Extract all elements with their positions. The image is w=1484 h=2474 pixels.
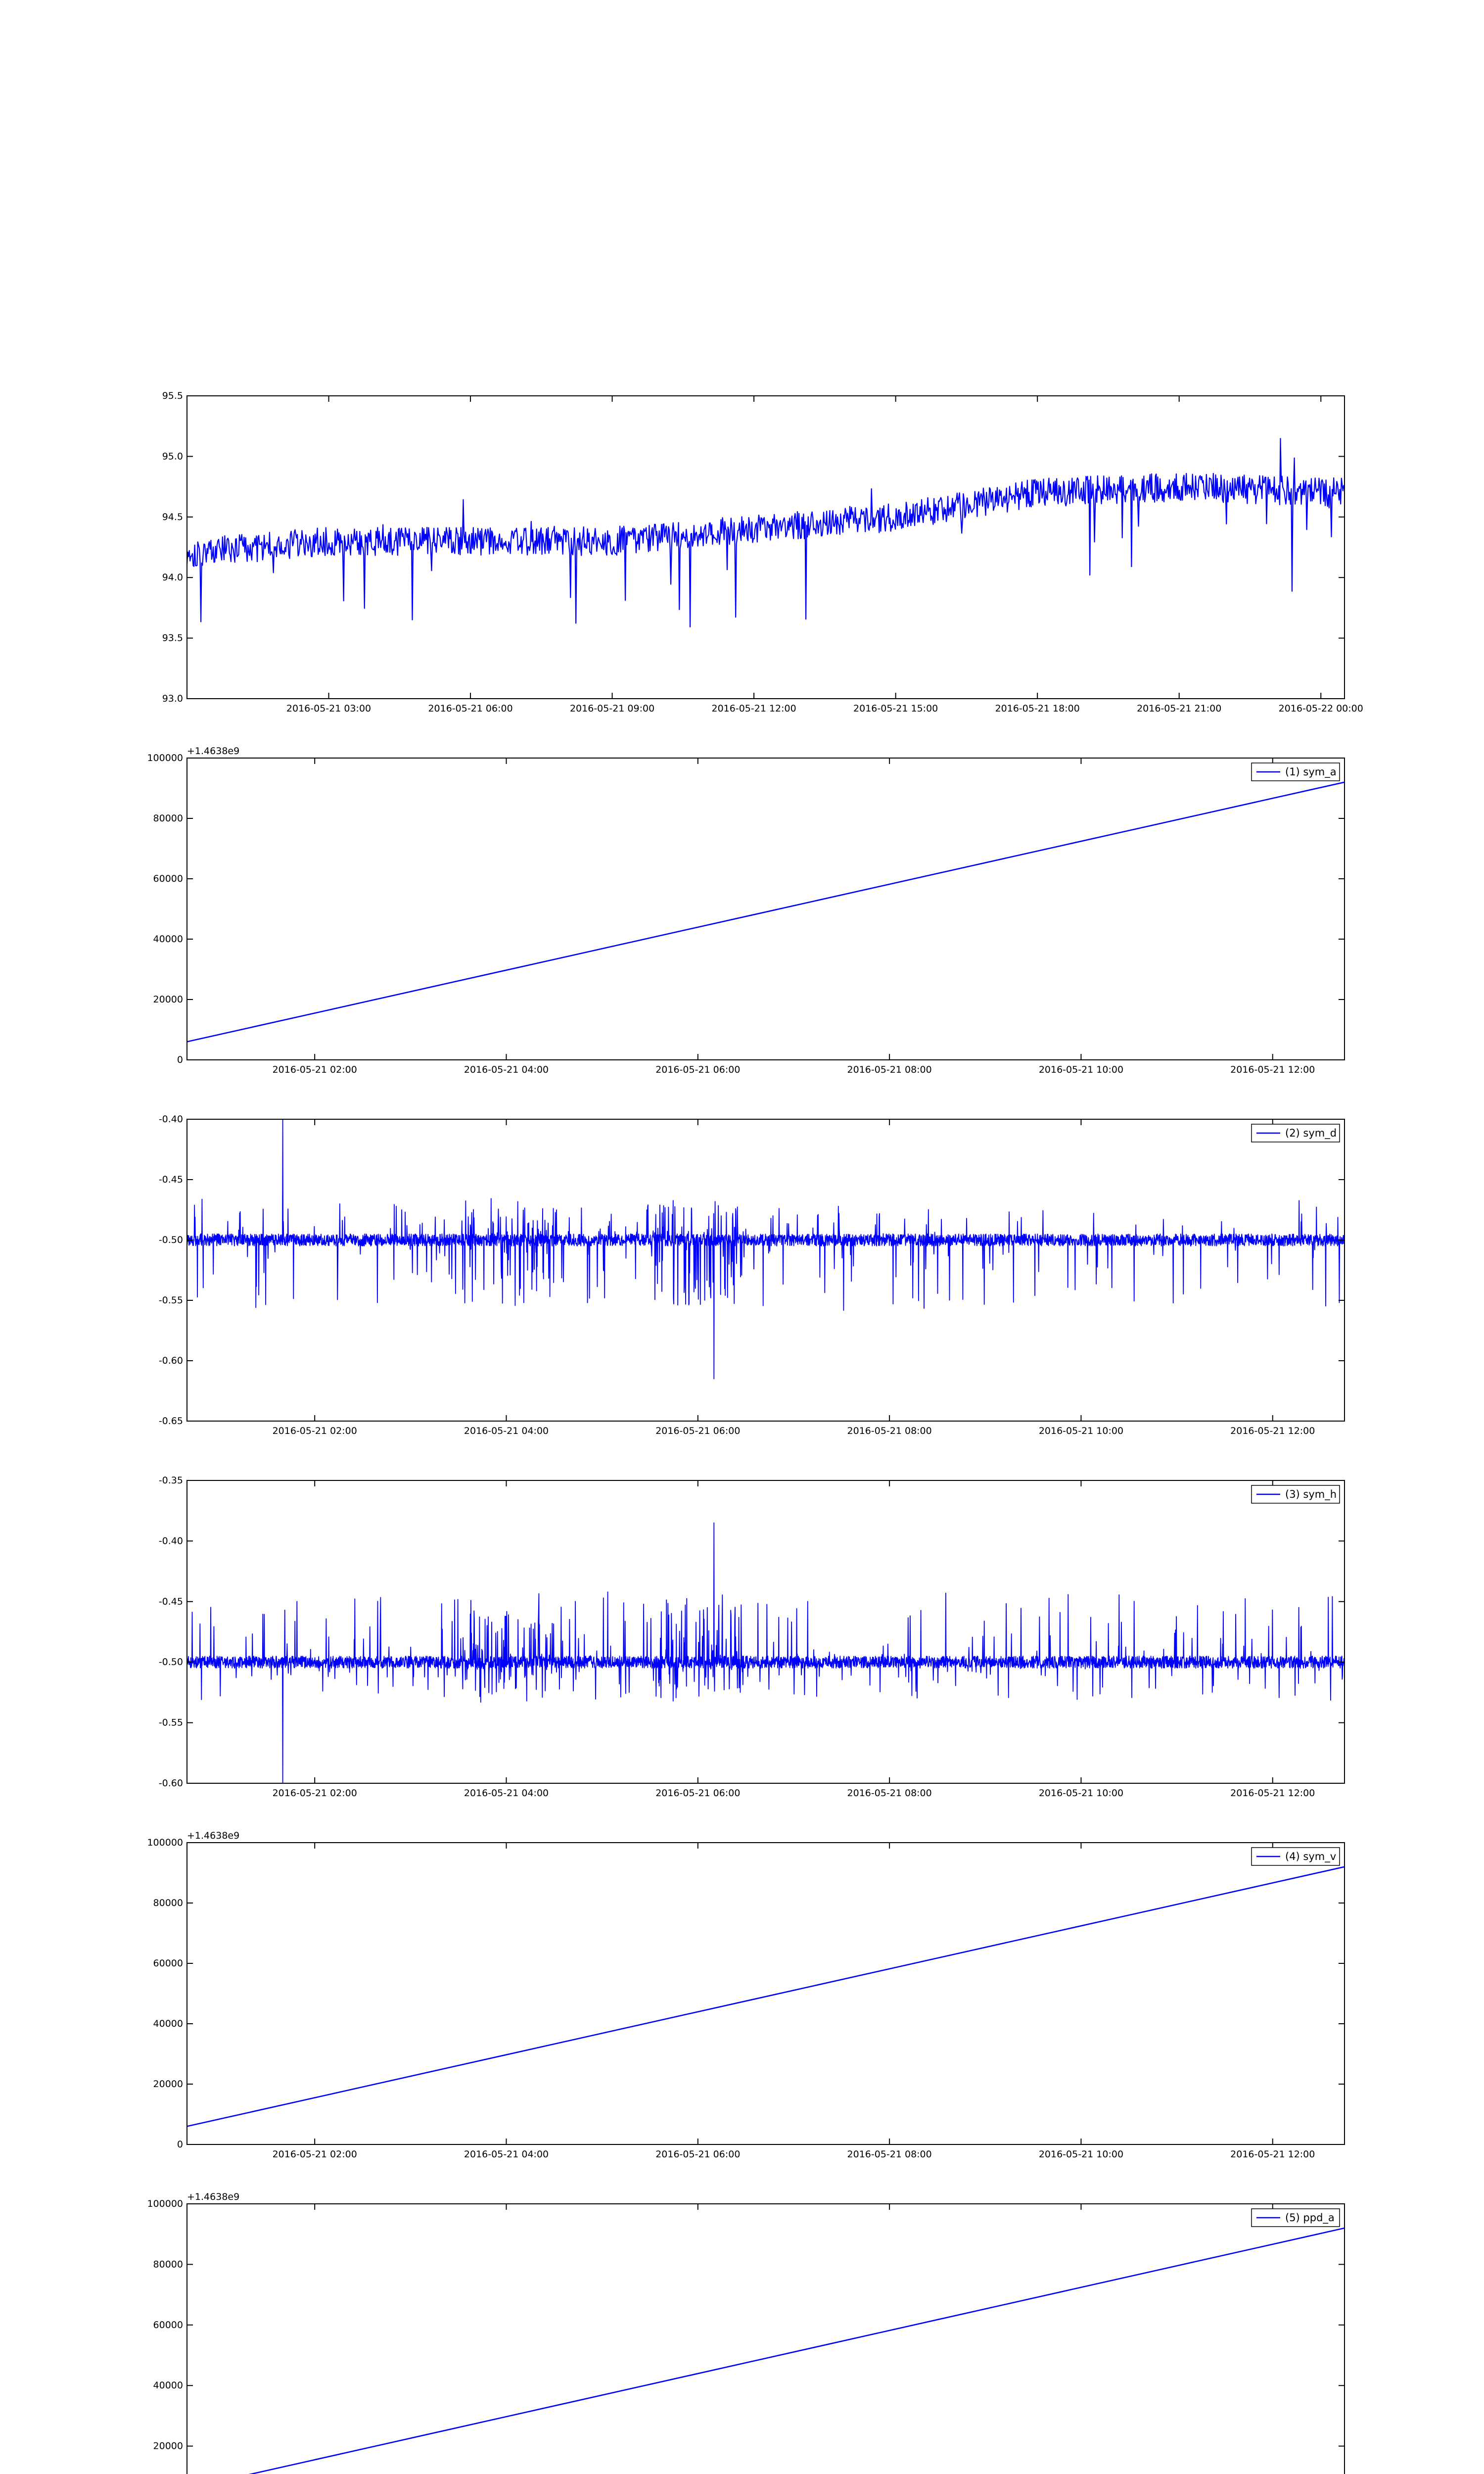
y-tick-label: -0.45 [158,1174,183,1185]
y-tick-label: 80000 [153,813,183,824]
y-tick-label: 80000 [153,1898,183,1908]
x-tick-label: 2016-05-21 06:00 [428,703,513,714]
y-tick-label: -0.50 [158,1657,183,1668]
x-tick-label: 2016-05-22 00:00 [1278,703,1363,714]
x-tick-label: 2016-05-21 02:00 [272,2149,357,2160]
chart-panel-6 [147,2191,1345,2474]
y-tick-label: 40000 [153,2380,183,2391]
x-tick-label: 2016-05-21 08:00 [847,2149,932,2160]
series-line [187,1523,1345,1783]
y-tick-label: -0.40 [158,1114,183,1125]
legend [1252,2209,1340,2227]
y-tick-label: -0.50 [158,1235,183,1245]
x-tick-label: 2016-05-21 10:00 [1038,1064,1124,1075]
x-tick-label: 2016-05-21 12:00 [711,703,796,714]
y-tick-label: 40000 [153,2018,183,2029]
x-tick-label: 2016-05-21 06:00 [655,1426,741,1436]
y-offset-label: +1.4638e9 [187,1830,240,1841]
series-line [187,2228,1345,2474]
y-tick-label: -0.40 [158,1535,183,1547]
x-tick-label: 2016-05-21 03:00 [286,703,371,714]
x-tick-label: 2016-05-21 04:00 [464,2149,549,2160]
legend-label: (2) sym_d [1285,1127,1337,1139]
x-tick-label: 2016-05-21 02:00 [272,1788,357,1799]
x-tick-label: 2016-05-21 06:00 [655,2149,741,2160]
x-tick-label: 2016-05-21 06:00 [655,1064,741,1075]
y-tick-label: -0.55 [158,1717,183,1728]
y-tick-label: -0.60 [158,1355,183,1366]
x-tick-label: 2016-05-21 10:00 [1038,1788,1124,1799]
legend-label: (5) ppd_a [1285,2212,1335,2224]
y-tick-label: 20000 [153,2440,183,2452]
legend-label: (4) sym_v [1285,1851,1337,1862]
y-tick-label: 0 [177,1054,183,1065]
legend [1252,763,1340,781]
x-tick-label: 2016-05-21 08:00 [847,1064,932,1075]
y-tick-label: 93.5 [162,632,183,644]
y-tick-label: 40000 [153,934,183,945]
series-line [187,438,1345,627]
x-tick-label: 2016-05-21 09:00 [569,703,655,714]
legend-label: (1) sym_a [1285,766,1337,778]
y-tick-label: 60000 [153,873,183,884]
y-offset-label: +1.4638e9 [187,746,240,757]
x-tick-label: 2016-05-21 12:00 [1230,1788,1315,1799]
series-line [187,1867,1345,2127]
y-tick-label: 20000 [153,2079,183,2090]
y-tick-label: 94.5 [162,511,183,523]
axes-frame [187,1843,1345,2144]
y-tick-label: 100000 [147,2198,183,2209]
y-tick-label: 100000 [147,753,183,763]
y-tick-label: 100000 [147,1837,183,1848]
y-tick-label: -0.60 [158,1778,183,1789]
y-tick-label: 20000 [153,994,183,1005]
axes-frame [187,2204,1345,2474]
x-tick-label: 2016-05-21 04:00 [464,1064,549,1075]
chart-panel-3 [159,1114,1345,1436]
x-tick-label: 2016-05-21 10:00 [1038,1426,1124,1436]
y-tick-label: -0.35 [158,1475,183,1486]
legend-label: (3) sym_h [1285,1488,1337,1500]
chart-panel-5 [147,1830,1345,2160]
x-tick-label: 2016-05-21 12:00 [1230,2149,1315,2160]
x-tick-label: 2016-05-21 06:00 [655,1788,741,1799]
y-tick-label: 94.0 [162,572,183,583]
x-tick-label: 2016-05-21 04:00 [464,1426,549,1436]
y-tick-label: 80000 [153,2259,183,2270]
y-tick-label: 93.0 [162,693,183,704]
x-tick-label: 2016-05-21 12:00 [1230,1064,1315,1075]
chart-panel-2 [147,746,1345,1075]
series-line [187,1119,1345,1379]
axes-frame [187,1480,1345,1783]
x-tick-label: 2016-05-21 04:00 [464,1788,549,1799]
x-tick-label: 2016-05-21 02:00 [272,1426,357,1436]
legend [1252,1485,1340,1503]
x-tick-label: 2016-05-21 18:00 [995,703,1080,714]
y-tick-label: 60000 [153,2319,183,2331]
legend [1252,1124,1340,1142]
chart-panel-1 [162,390,1363,714]
x-tick-label: 2016-05-21 08:00 [847,1788,932,1799]
x-tick-label: 2016-05-21 10:00 [1038,2149,1124,2160]
y-tick-label: -0.45 [158,1596,183,1607]
x-tick-label: 2016-05-21 12:00 [1230,1426,1315,1436]
y-offset-label: +1.4638e9 [187,2191,240,2202]
x-tick-label: 2016-05-21 08:00 [847,1426,932,1436]
x-tick-label: 2016-05-21 15:00 [853,703,938,714]
y-tick-label: 0 [177,2139,183,2150]
series-line [187,782,1345,1042]
y-tick-label: 95.0 [162,451,183,462]
x-tick-label: 2016-05-21 21:00 [1137,703,1222,714]
axes-frame [187,1119,1345,1421]
y-tick-label: 60000 [153,1958,183,1969]
y-tick-label: -0.55 [158,1295,183,1306]
axes-frame [187,758,1345,1060]
y-tick-label: 95.5 [162,390,183,401]
legend [1252,1848,1340,1865]
chart-panel-4 [159,1475,1345,1799]
x-tick-label: 2016-05-21 02:00 [272,1064,357,1075]
y-tick-label: -0.65 [158,1416,183,1427]
